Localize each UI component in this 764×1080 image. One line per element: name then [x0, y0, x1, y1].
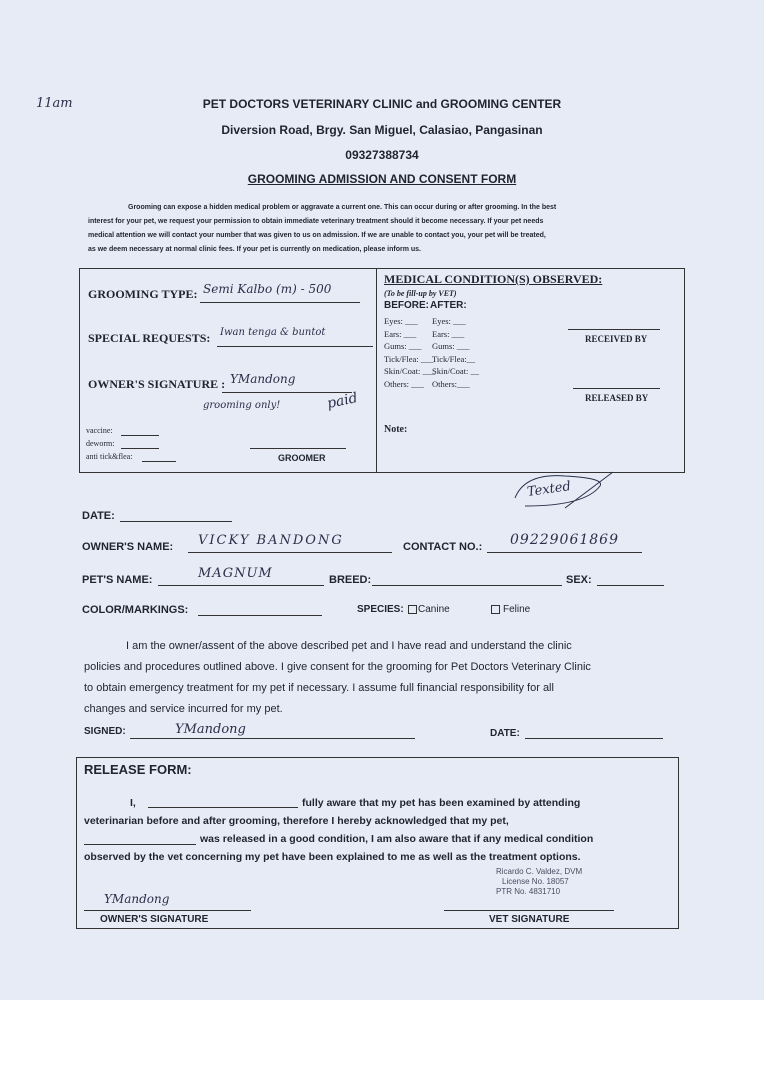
before-item: Gums: ___ — [384, 341, 422, 351]
release-title: RELEASE FORM: — [84, 762, 192, 777]
release-owner-sig-label: OWNER'S SIGNATURE — [100, 914, 209, 925]
breed-label: BREED: — [329, 574, 372, 586]
contact-value: 09229061869 — [510, 532, 619, 548]
species-label: SPECIES: — [357, 604, 404, 615]
canine-checkbox[interactable] — [408, 605, 417, 614]
date-line — [120, 521, 232, 522]
before-item: Tick/Flea: ___ — [384, 353, 434, 364]
pet-name-value: MAGNUM — [198, 566, 273, 581]
vet-ptr: PTR No. 4831710 — [496, 887, 561, 896]
release-line3: was released in a good condition, I am also aware that if any medical condition — [200, 833, 594, 845]
after-item: Ears: ___ — [432, 328, 465, 339]
item-label: Eyes: — [384, 316, 403, 326]
sex-label: SEX: — [566, 574, 592, 586]
grooming-type-label: GROOMING TYPE: — [88, 287, 198, 301]
vet-license: License No. 18057 — [502, 877, 569, 886]
item-label: Skin/Coat: — [432, 366, 469, 376]
intro-line: medical attention we will contact your number that was given to us on admission. If we are unable to contact you, your pet will be treated, — [88, 232, 546, 239]
received-by-label: RECEIVED BY — [585, 334, 648, 344]
form-title: GROOMING ADMISSION AND CONSENT FORM — [247, 172, 517, 186]
pet-name-line — [158, 585, 324, 586]
release-line1: fully aware that my pet has been examined by attending — [302, 797, 581, 809]
after-items — [432, 315, 479, 390]
medical-subtitle: (To be fill-up by VET) — [384, 289, 457, 298]
item-label: Eyes: — [432, 316, 451, 326]
consent-paragraph — [84, 636, 674, 720]
antitick-line — [142, 461, 176, 462]
margin-note: 11am — [36, 96, 73, 111]
deworm-label: deworm: — [86, 439, 115, 448]
consent-line: policies and procedures outlined above. I give consent for the grooming for Pet Doctors Veterinary Clinic — [84, 661, 591, 673]
breed-line — [372, 585, 562, 586]
paid-note: paid — [325, 389, 360, 413]
after-item: Tick/Flea:__ — [432, 353, 476, 364]
texted-scribble-icon — [505, 468, 615, 514]
released-by-line — [573, 388, 660, 389]
special-requests-line — [217, 346, 373, 347]
pet-name-label: PET'S NAME: — [82, 574, 153, 586]
color-label: COLOR/MARKINGS: — [82, 604, 189, 616]
consent-line: to obtain emergency treatment for my pet if necessary. I assume full financial responsibility for all — [84, 682, 554, 694]
before-item: Skin/Coat: ___ — [384, 366, 436, 376]
item-label: Others: — [432, 378, 458, 389]
vet-sig-line — [444, 910, 614, 911]
before-item: Others: ___ — [384, 378, 424, 389]
vaccine-line — [121, 435, 159, 436]
owner-signature-line — [222, 392, 352, 393]
grooming-type-line — [200, 302, 360, 303]
item-label: Tick/Flea: — [432, 353, 467, 364]
owner-name-line — [188, 552, 392, 553]
received-by-line — [568, 329, 660, 330]
after-item: Skin/Coat: __ — [432, 366, 479, 376]
vet-stamp — [496, 867, 582, 897]
clinic-name: PET DOCTORS VETERINARY CLINIC and GROOMING CENTER — [202, 97, 562, 111]
released-by-label: RELEASED BY — [585, 393, 649, 403]
special-requests-value: Iwan tenga & buntot — [220, 327, 326, 338]
vet-name: Ricardo C. Valdez, DVM — [496, 867, 583, 876]
after-item: Others:___ — [432, 378, 470, 389]
owner-signature-label: OWNER'S SIGNATURE : — [88, 377, 226, 391]
feline-label: Feline — [503, 604, 531, 615]
vet-sig-label: VET SIGNATURE — [489, 914, 570, 925]
canine-label: Canine — [418, 604, 450, 615]
release-owner-signature: YMandong — [104, 892, 170, 906]
release-pet-line — [84, 844, 196, 845]
item-label: Gums: — [432, 341, 455, 351]
signed-label: SIGNED: — [84, 726, 126, 737]
intro-line: interest for your pet, we request your permission to obtain immediate veterinary treatment should it become necessary. If your pet needs — [88, 218, 544, 225]
release-i-label: I, — [130, 797, 136, 809]
antitick-label: anti tick&flea: — [86, 452, 133, 461]
before-item: Ears: ___ — [384, 328, 417, 339]
deworm-line — [121, 448, 159, 449]
item-label: Skin/Coat: — [384, 366, 421, 376]
contact-label: CONTACT NO.: — [403, 541, 483, 553]
item-label: Ears: — [432, 328, 450, 339]
release-name-line — [148, 807, 298, 808]
signed-line — [130, 738, 415, 739]
vaccine-label: vaccine: — [86, 426, 113, 435]
texted-note: Texted — [526, 479, 572, 500]
contact-line — [487, 552, 642, 553]
before-items — [384, 315, 435, 390]
consent-line: changes and service incurred for my pet. — [84, 703, 283, 715]
groomer-line — [250, 448, 346, 449]
owner-name-label: OWNER'S NAME: — [82, 541, 174, 553]
special-requests-label: SPECIAL REQUESTS: — [88, 331, 211, 345]
medical-title: MEDICAL CONDITION(S) OBSERVED: — [384, 272, 603, 286]
intro-line: as we deem necessary at normal clinic fees. If your pet is currently on medication, please inform us. — [88, 246, 422, 253]
intro-paragraph — [88, 201, 680, 257]
color-line — [198, 615, 322, 616]
groomer-label: GROOMER — [278, 453, 326, 463]
grooming-note: grooming only! — [203, 400, 281, 411]
signed-value: YMandong — [175, 722, 246, 737]
note-label: Note: — [384, 424, 408, 435]
release-line2: veterinarian before and after grooming, therefore I hereby acknowledged that my pet, — [84, 815, 509, 827]
before-item: Eyes: ___ — [384, 316, 418, 326]
signed-date-line — [525, 738, 663, 739]
item-label: Tick/Flea: — [384, 353, 419, 364]
after-item: Eyes: ___ — [432, 316, 466, 326]
item-label: Gums: — [384, 341, 407, 351]
consent-line: I am the owner/assent of the above described pet and I have read and understand the clinic — [126, 640, 572, 652]
clinic-address: Diversion Road, Brgy. San Miguel, Calasiao, Pangasinan — [221, 123, 543, 137]
release-line4: observed by the vet concerning my pet have been explained to me as well as the treatment options. — [84, 851, 581, 863]
after-item: Gums: ___ — [432, 341, 470, 351]
clinic-phone: 09327388734 — [345, 148, 419, 162]
before-label: BEFORE: — [384, 300, 429, 311]
owner-name-value: VICKY BANDONG — [198, 533, 344, 548]
release-owner-sig-line — [84, 910, 251, 911]
date-label: DATE: — [82, 510, 115, 522]
intro-line: Grooming can expose a hidden medical problem or aggravate a current one. This can occur during or after grooming. In the best — [128, 204, 557, 211]
signed-date-label: DATE: — [490, 728, 520, 739]
sex-line — [597, 585, 664, 586]
grooming-type-value: Semi Kalbo (m) - 500 — [203, 282, 332, 296]
item-label: Others: — [384, 378, 410, 389]
after-label: AFTER: — [430, 300, 467, 311]
box-divider — [376, 268, 377, 473]
owner-signature-value: YMandong — [230, 372, 296, 386]
item-label: Ears: — [384, 328, 402, 339]
feline-checkbox[interactable] — [491, 605, 500, 614]
